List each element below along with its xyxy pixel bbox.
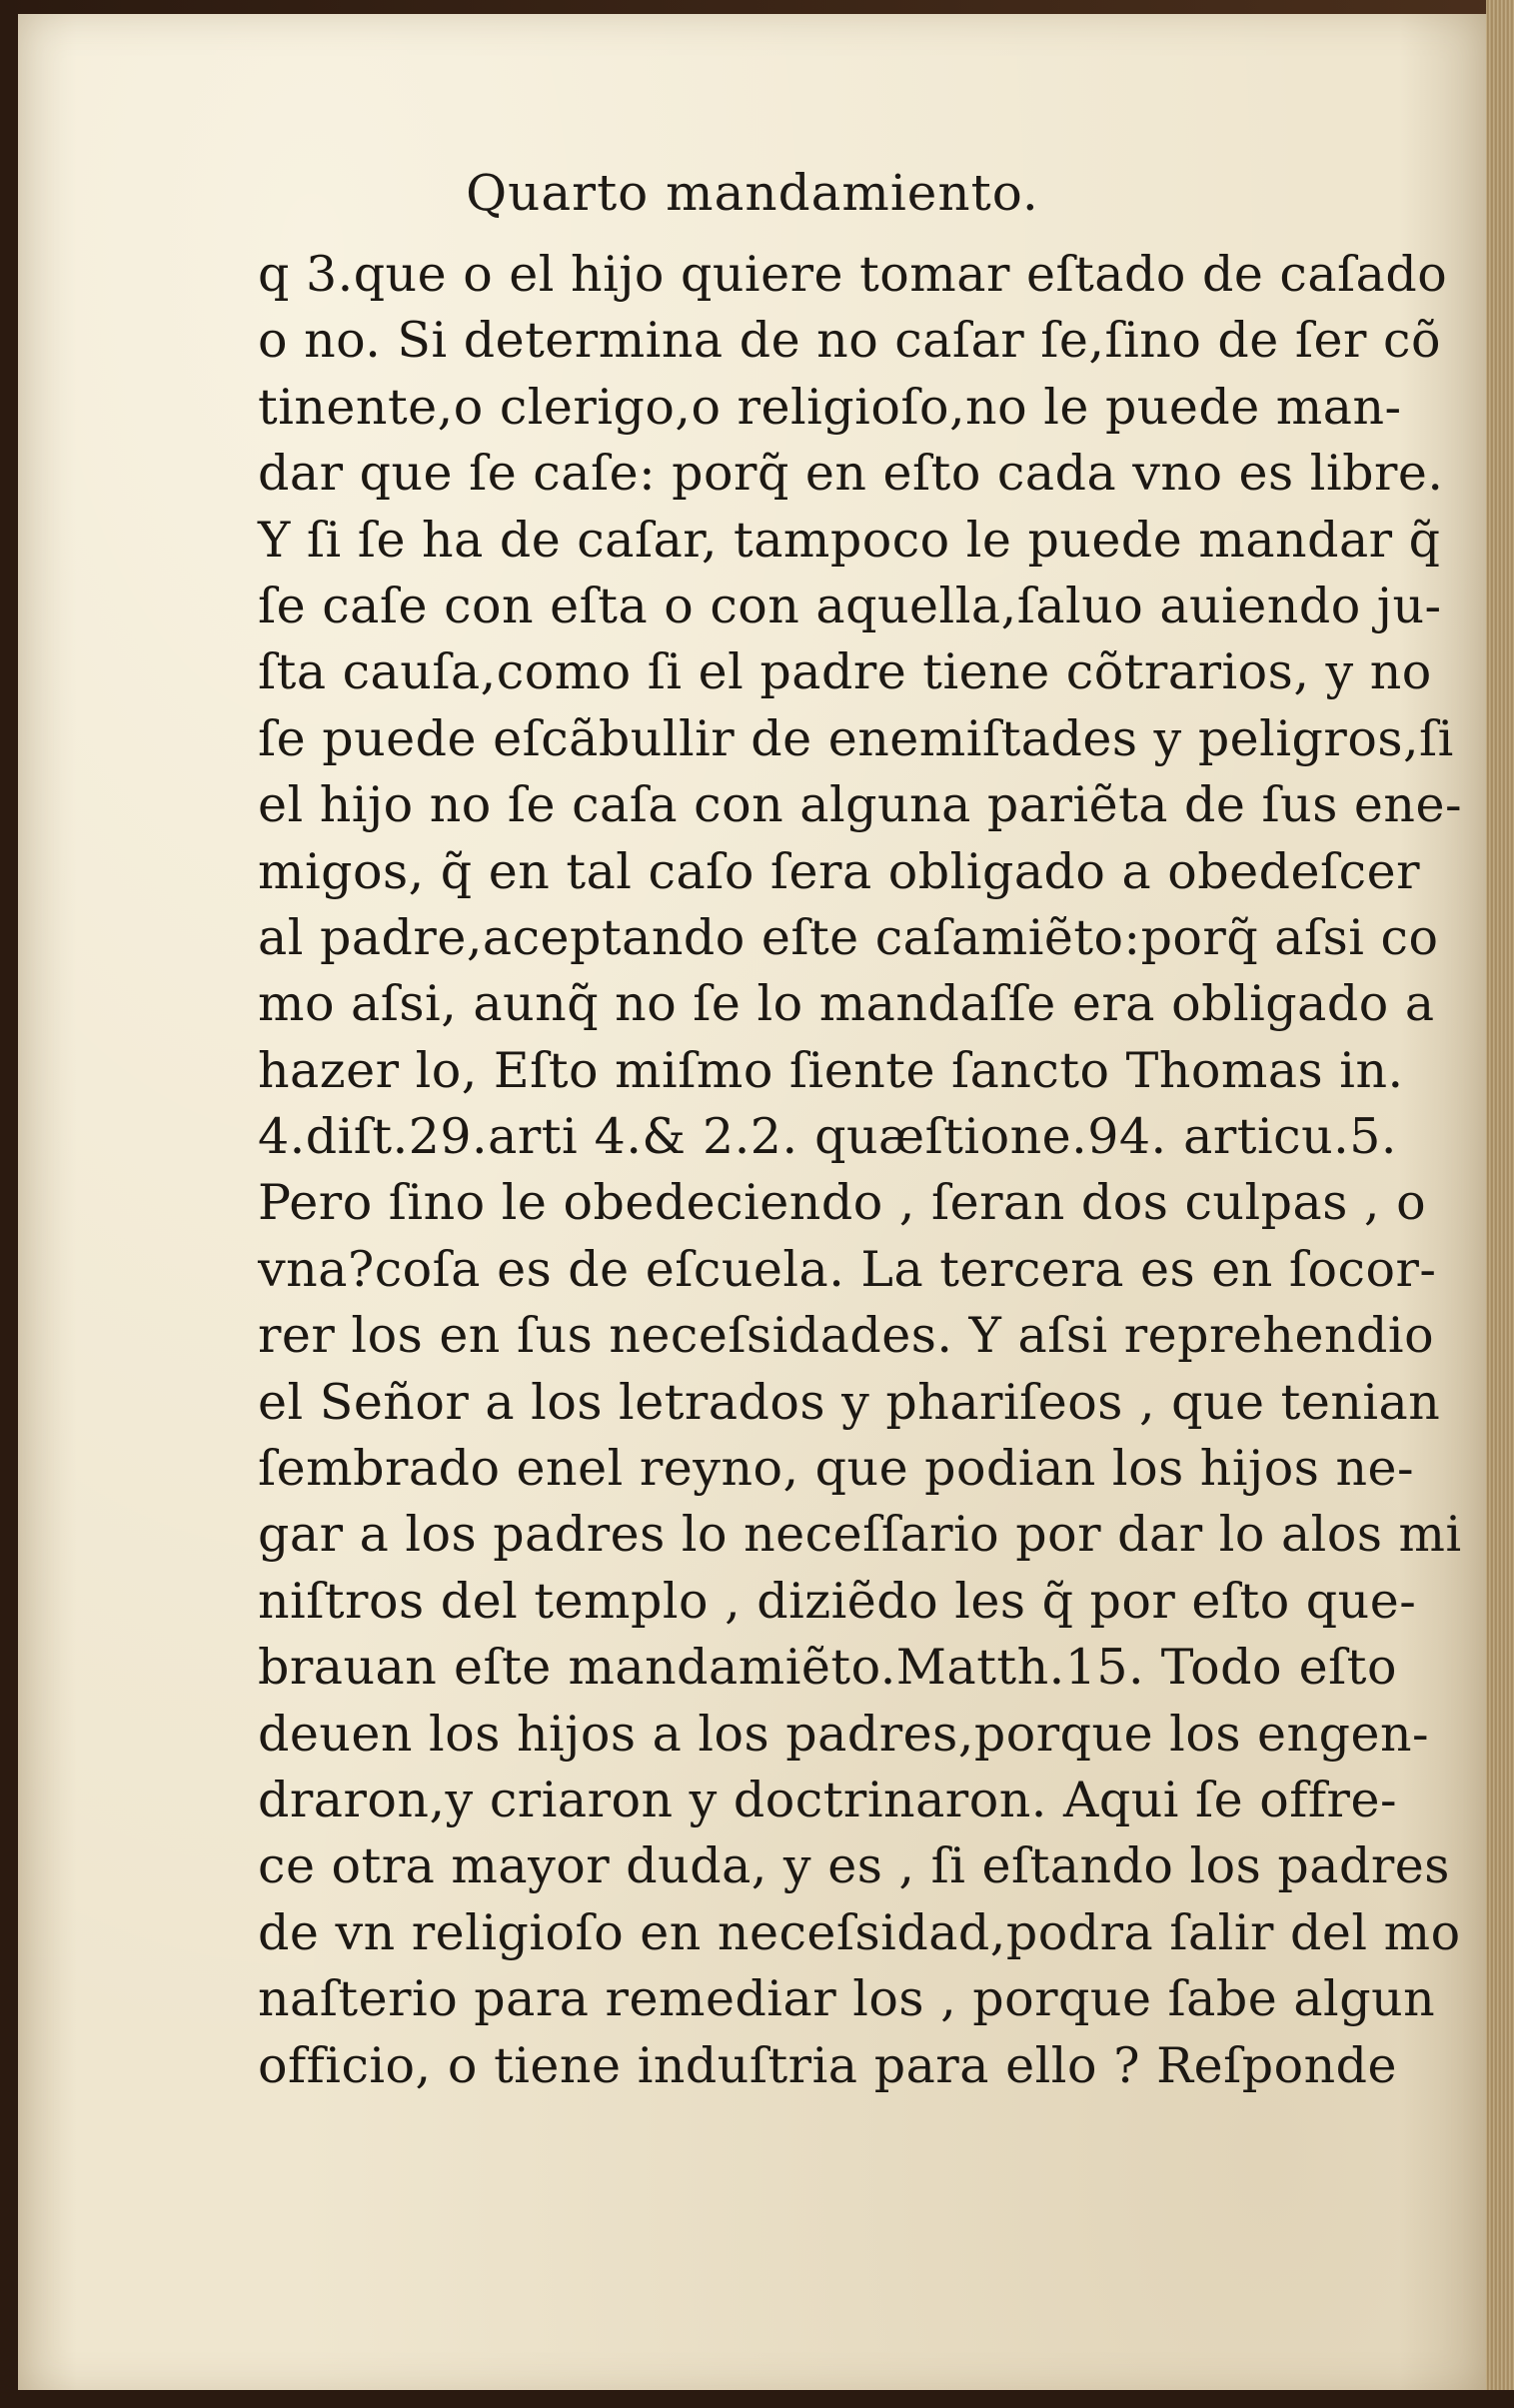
text-line: migos, q̃ en tal caſo ſera obligado a obedeſcer [258,842,1420,900]
text-line: ſembrado enel reyno, que podian los hijos ne- [258,1440,1415,1498]
text-line: ſe caſe con eſta o con aquella,ſaluo auiendo ju- [258,577,1442,634]
text-line: gar a los padres lo neceſſario por dar lo alos mi [258,1506,1462,1564]
running-head: Quarto mandamiento. [466,164,1039,222]
text-line: mo aſsi, aunq̃ no ſe lo mandaſſe era obligado a [258,975,1435,1033]
text-line: tinente,o clerigo,o religioſo,no le puede man- [258,378,1402,436]
text-line: hazer lo, Eſto miſmo ſiente ſancto Thomas in. [258,1041,1404,1099]
text-line: brauan eſte mandamiẽto.Matth.15. Todo eſto [258,1639,1397,1697]
text-line: ce otra mayor duda, y es , ſi eſtando los padres [258,1837,1450,1895]
text-line: de vn religioſo en neceſsidad,podra ſalir del mo [258,1903,1461,1961]
book-page [18,14,1487,2394]
text-line: officio, o tiene induſtria para ello ? Reſponde [258,2036,1397,2094]
text-line: draron,y criaron y doctrinaron. Aqui ſe offre- [258,1771,1397,1828]
text-line: ſe puede eſcãbullir de enemiſtades y peligros,ſi [258,709,1454,767]
text-line: naſterio para remediar los , porque ſabe algun [258,1970,1436,2028]
text-line: niſtros del templo , diziẽdo les q̃ por eſto que- [258,1572,1417,1630]
text-line: q 3.que o el hijo quiere tomar eſtado de caſado [258,246,1448,303]
text-line: Y ſi ſe ha de caſar, tampoco le puede mandar q̃ [258,511,1441,569]
text-line: vna?coſa es de eſcuela. La tercera es en ſocor- [258,1240,1437,1298]
text-line: dar que ſe caſe: porq̃ en eſto cada vno es libre. [258,445,1444,503]
text-line: o no. Si determina de no caſar ſe,ſino de ſer cõ [258,312,1441,370]
text-line: el hijo no ſe caſa con alguna pariẽta de ſus ene- [258,776,1463,834]
text-line: Pero ſino le obedeciendo , ſeran dos culpas , o [258,1174,1427,1232]
text-line: ſta cauſa,como ſi el padre tiene cõtrarios, y no [258,643,1432,701]
text-line: al padre,aceptando eſte caſamiẽto:porq̃ aſsi co [258,908,1439,966]
binding-strip [0,2390,1514,2408]
page-edges [1486,0,1514,2408]
text-line: el Señor a los letrados y phariſeos , que tenian [258,1373,1441,1431]
text-line: 4.diſt.29.arti 4.& 2.2. quæſtione.94. articu.5. [258,1108,1397,1166]
text-line: deuen los hijos a los padres,porque los engen- [258,1705,1430,1763]
body-text [258,242,1463,2099]
text-line: rer los en ſus neceſsidades. Y aſsi reprehendio [258,1307,1435,1365]
